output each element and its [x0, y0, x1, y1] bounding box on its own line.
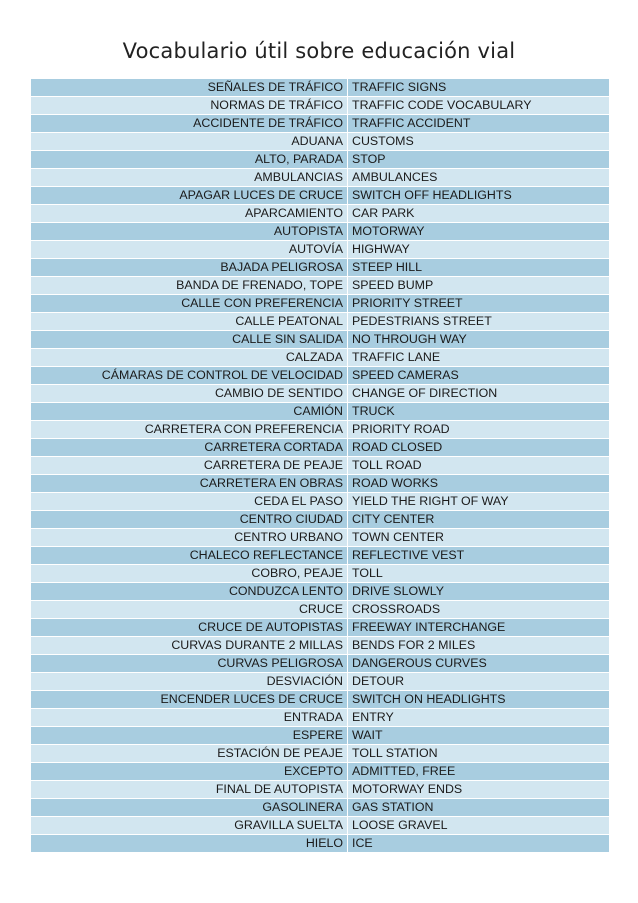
table-row: [31, 79, 609, 97]
spanish-term: HIELO: [31, 835, 348, 853]
spanish-term: ALTO, PARADA: [31, 151, 348, 169]
spanish-term: BAJADA PELIGROSA: [31, 259, 348, 277]
english-term: PRIORITY ROAD: [348, 421, 610, 439]
english-term: PEDESTRIANS STREET: [348, 313, 610, 331]
english-term: BENDS FOR 2 MILES: [348, 637, 610, 655]
english-term: CROSSROADS: [348, 601, 610, 619]
english-term: FREEWAY INTERCHANGE: [348, 619, 610, 637]
spanish-term: ADUANA: [31, 133, 348, 151]
table-row: [31, 709, 609, 727]
table-row: [31, 277, 609, 295]
spanish-term: GASOLINERA: [31, 799, 348, 817]
english-term: WAIT: [348, 727, 610, 745]
english-term: DANGEROUS CURVES: [348, 655, 610, 673]
english-term: LOOSE GRAVEL: [348, 817, 610, 835]
spanish-term: CALLE PEATONAL: [31, 313, 348, 331]
spanish-term: CURVAS PELIGROSA: [31, 655, 348, 673]
english-term: DRIVE SLOWLY: [348, 583, 610, 601]
english-term: AMBULANCES: [348, 169, 610, 187]
english-term: MOTORWAY: [348, 223, 610, 241]
spanish-term: AUTOVÍA: [31, 241, 348, 259]
table-row: [31, 637, 609, 655]
spanish-term: AMBULANCIAS: [31, 169, 348, 187]
spanish-term: CENTRO CIUDAD: [31, 511, 348, 529]
spanish-term: CALLE SIN SALIDA: [31, 331, 348, 349]
english-term: TRAFFIC ACCIDENT: [348, 115, 610, 133]
table-row: [31, 97, 609, 115]
table-row: [31, 565, 609, 583]
table-row: [31, 295, 609, 313]
spanish-term: APARCAMIENTO: [31, 205, 348, 223]
spanish-term: CONDUZCA LENTO: [31, 583, 348, 601]
page-title: Vocabulario útil sobre educación vial: [122, 39, 516, 63]
english-term: ENTRY: [348, 709, 610, 727]
english-term: DETOUR: [348, 673, 610, 691]
spanish-term: APAGAR LUCES DE CRUCE: [31, 187, 348, 205]
table-row: [31, 349, 609, 367]
english-term: GAS STATION: [348, 799, 610, 817]
spanish-term: SEÑALES DE TRÁFICO: [31, 79, 348, 97]
english-term: REFLECTIVE VEST: [348, 547, 610, 565]
spanish-term: CENTRO URBANO: [31, 529, 348, 547]
vocabulary-table: [31, 79, 609, 853]
table-row: [31, 421, 609, 439]
spanish-term: CRUCE DE AUTOPISTAS: [31, 619, 348, 637]
table-row: [31, 331, 609, 349]
spanish-term: AUTOPISTA: [31, 223, 348, 241]
english-term: CUSTOMS: [348, 133, 610, 151]
english-term: SPEED CAMERAS: [348, 367, 610, 385]
spanish-term: ESTACIÓN DE PEAJE: [31, 745, 348, 763]
table-row: [31, 313, 609, 331]
table-row: [31, 439, 609, 457]
spanish-term: CALZADA: [31, 349, 348, 367]
table-row: [31, 151, 609, 169]
english-term: TOLL STATION: [348, 745, 610, 763]
english-term: ICE: [348, 835, 610, 853]
table-row: [31, 781, 609, 799]
table-row: [31, 583, 609, 601]
english-term: PRIORITY STREET: [348, 295, 610, 313]
table-row: [31, 385, 609, 403]
table-row: [31, 403, 609, 421]
spanish-term: CHALECO REFLECTANCE: [31, 547, 348, 565]
table-row: [31, 601, 609, 619]
spanish-term: NORMAS DE TRÁFICO: [31, 97, 348, 115]
english-term: CHANGE OF DIRECTION: [348, 385, 610, 403]
english-term: CITY CENTER: [348, 511, 610, 529]
english-term: CAR PARK: [348, 205, 610, 223]
english-term: STOP: [348, 151, 610, 169]
table-row: [31, 529, 609, 547]
spanish-term: CARRETERA CORTADA: [31, 439, 348, 457]
spanish-term: CAMIÓN: [31, 403, 348, 421]
english-term: YIELD THE RIGHT OF WAY: [348, 493, 610, 511]
english-term: TRAFFIC SIGNS: [348, 79, 610, 97]
table-row: [31, 187, 609, 205]
spanish-term: CARRETERA DE PEAJE: [31, 457, 348, 475]
spanish-term: CÁMARAS DE CONTROL DE VELOCIDAD: [31, 367, 348, 385]
table-row: [31, 133, 609, 151]
english-term: SWITCH ON HEADLIGHTS: [348, 691, 610, 709]
spanish-term: ENTRADA: [31, 709, 348, 727]
english-term: SWITCH OFF HEADLIGHTS: [348, 187, 610, 205]
table-row: [31, 835, 609, 853]
table-row: [31, 169, 609, 187]
table-row: [31, 511, 609, 529]
spanish-term: COBRO, PEAJE: [31, 565, 348, 583]
english-term: TRAFFIC LANE: [348, 349, 610, 367]
spanish-term: CRUCE: [31, 601, 348, 619]
spanish-term: FINAL DE AUTOPISTA: [31, 781, 348, 799]
table-row: [31, 205, 609, 223]
spanish-term: BANDA DE FRENADO, TOPE: [31, 277, 348, 295]
english-term: ADMITTED, FREE: [348, 763, 610, 781]
spanish-term: ESPERE: [31, 727, 348, 745]
english-term: TRAFFIC CODE VOCABULARY: [348, 97, 610, 115]
spanish-term: EXCEPTO: [31, 763, 348, 781]
english-term: SPEED BUMP: [348, 277, 610, 295]
table-row: [31, 259, 609, 277]
table-row: [31, 547, 609, 565]
english-term: TOLL: [348, 565, 610, 583]
spanish-term: CEDA EL PASO: [31, 493, 348, 511]
table-row: [31, 619, 609, 637]
table-row: [31, 817, 609, 835]
english-term: ROAD WORKS: [348, 475, 610, 493]
table-row: [31, 745, 609, 763]
table-row: [31, 115, 609, 133]
spanish-term: GRAVILLA SUELTA: [31, 817, 348, 835]
english-term: STEEP HILL: [348, 259, 610, 277]
spanish-term: CALLE CON PREFERENCIA: [31, 295, 348, 313]
table-row: [31, 727, 609, 745]
spanish-term: ACCIDENTE DE TRÁFICO: [31, 115, 348, 133]
spanish-term: CURVAS DURANTE 2 MILLAS: [31, 637, 348, 655]
table-row: [31, 475, 609, 493]
spanish-term: ENCENDER LUCES DE CRUCE: [31, 691, 348, 709]
table-row: [31, 763, 609, 781]
english-term: TRUCK: [348, 403, 610, 421]
table-row: [31, 457, 609, 475]
table-row: [31, 799, 609, 817]
english-term: NO THROUGH WAY: [348, 331, 610, 349]
table-row: [31, 691, 609, 709]
vocabulary-table-body: [31, 79, 609, 853]
table-row: [31, 493, 609, 511]
spanish-term: CAMBIO DE SENTIDO: [31, 385, 348, 403]
spanish-term: CARRETERA EN OBRAS: [31, 475, 348, 493]
english-term: TOWN CENTER: [348, 529, 610, 547]
table-row: [31, 673, 609, 691]
table-row: [31, 241, 609, 259]
table-row: [31, 367, 609, 385]
english-term: ROAD CLOSED: [348, 439, 610, 457]
english-term: TOLL ROAD: [348, 457, 610, 475]
spanish-term: CARRETERA CON PREFERENCIA: [31, 421, 348, 439]
spanish-term: DESVIACIÓN: [31, 673, 348, 691]
table-row: [31, 655, 609, 673]
english-term: MOTORWAY ENDS: [348, 781, 610, 799]
table-row: [31, 223, 609, 241]
english-term: HIGHWAY: [348, 241, 610, 259]
